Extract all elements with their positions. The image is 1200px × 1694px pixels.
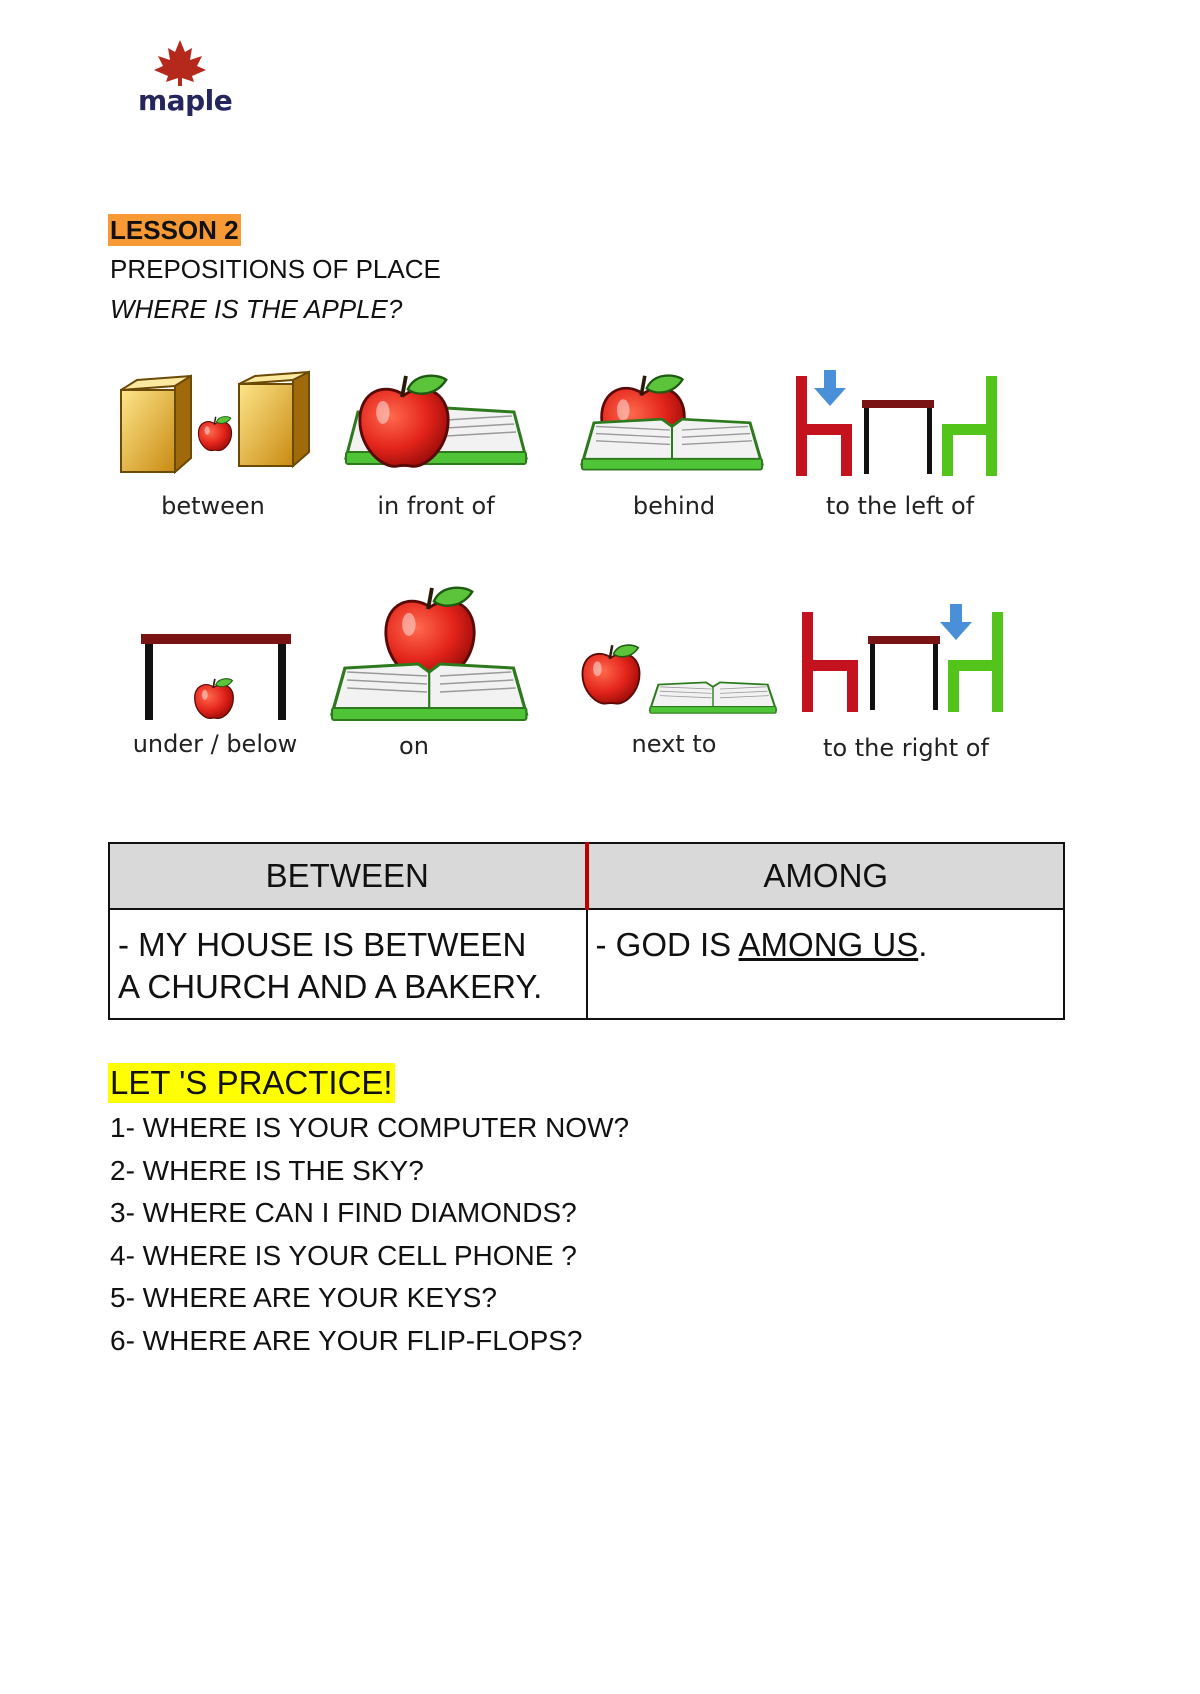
- caption-next-to: next to: [631, 730, 717, 758]
- chairs-table-arrow-right-icon: [796, 604, 1016, 716]
- between-example-line1: - MY HOUSE IS BETWEEN: [118, 926, 527, 963]
- table-header-row: [109, 843, 1064, 909]
- list-item: 1- WHERE IS YOUR COMPUTER NOW?: [110, 1112, 630, 1143]
- maple-leaf-icon: [152, 40, 208, 86]
- apple-under-table-icon: [135, 630, 295, 722]
- apple-in-front-of-book-icon: [338, 370, 534, 480]
- list-item: 6- WHERE ARE YOUR FLIP-FLOPS?: [110, 1324, 583, 1356]
- between-among-table: [108, 842, 1065, 1020]
- list-item: 4- WHERE IS YOUR CELL PHONE ?: [110, 1239, 577, 1271]
- header-among: AMONG: [587, 843, 1065, 909]
- practice-title: LET 'S PRACTICE!: [110, 1064, 393, 1101]
- apple-behind-book-icon: [576, 370, 772, 480]
- list-item: 3- WHERE CAN I FIND DIAMONDS?: [110, 1197, 577, 1229]
- caption-to-the-left-of: to the left of: [825, 492, 975, 520]
- among-example-prefix: - GOD IS: [595, 926, 739, 963]
- chairs-table-arrow-left-icon: [790, 368, 1010, 480]
- caption-behind: behind: [632, 492, 716, 520]
- table-row: [109, 909, 1064, 1019]
- lesson-question: WHERE IS THE APPLE?: [110, 294, 403, 324]
- caption-in-front-of: in front of: [377, 492, 495, 520]
- caption-under-below: under / below: [132, 730, 298, 758]
- lesson-label: LESSON 2: [110, 215, 239, 245]
- lesson-topic: PREPOSITIONS OF PLACE: [110, 254, 441, 284]
- caption-between: between: [161, 492, 265, 520]
- caption-to-the-right-of: to the right of: [823, 734, 989, 762]
- among-example-suffix: .: [918, 926, 928, 963]
- list-item: 2- WHERE IS THE SKY?: [110, 1154, 424, 1186]
- practice-list: [110, 1107, 629, 1363]
- among-example-underlined: AMONG US: [738, 926, 919, 963]
- cell-among-example: [587, 909, 1065, 1019]
- apple-next-to-book-icon: [576, 640, 778, 716]
- between-example-line2: A CHURCH AND A BAKERY.: [118, 968, 543, 1005]
- list-item: 5- WHERE ARE YOUR KEYS?: [110, 1282, 497, 1314]
- cubes-apple-between-icon: [115, 370, 315, 480]
- cell-between-example: [109, 909, 587, 1019]
- logo-wordmark: maple: [138, 84, 233, 117]
- apple-on-book-icon: [326, 584, 532, 724]
- maple-logo: [130, 40, 233, 130]
- header-between: BETWEEN: [109, 843, 587, 909]
- caption-on: on: [399, 732, 429, 760]
